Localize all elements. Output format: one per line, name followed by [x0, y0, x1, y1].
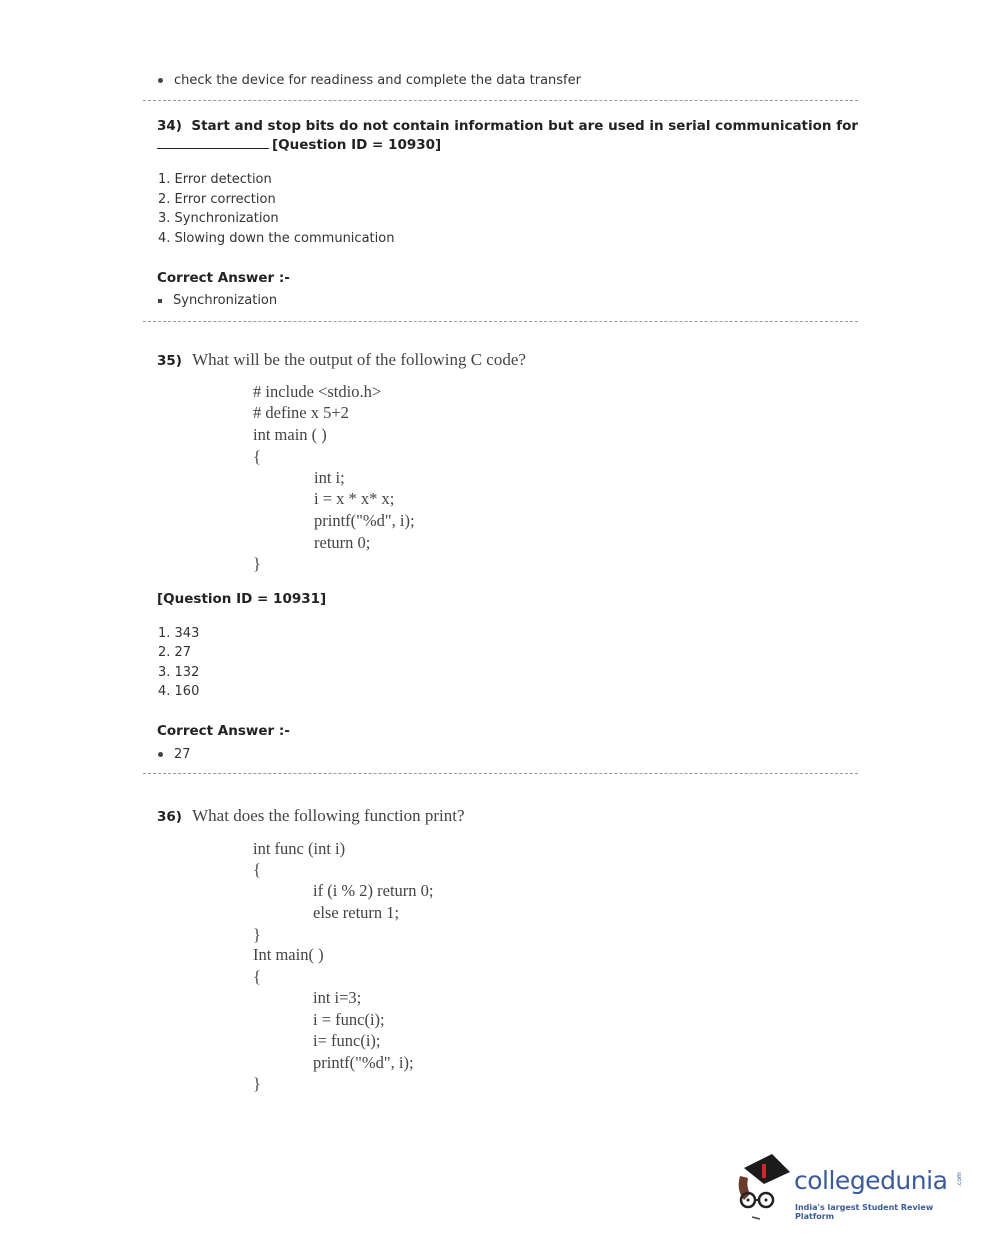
question-number: 35) — [157, 353, 182, 369]
option: 2. Error correction — [158, 192, 276, 207]
option: 4. 160 — [158, 684, 200, 699]
logo-brand: collegedunia — [794, 1166, 948, 1195]
collegedunia-logo — [734, 1150, 964, 1225]
previous-answer-text: check the device for readiness and complete the data transfer — [174, 73, 581, 88]
code-line: else return 1; — [313, 903, 400, 922]
mascot-icon — [734, 1150, 794, 1225]
correct-answer-label: Correct Answer :- — [157, 270, 290, 286]
divider — [143, 773, 858, 774]
correct-answer — [158, 294, 277, 307]
code-line: { — [253, 860, 261, 879]
bullet-icon — [158, 78, 163, 83]
code-line: printf("%d", i); — [313, 1053, 414, 1072]
code-line: int func (int i) — [253, 839, 346, 858]
code-line: int i=3; — [313, 988, 362, 1007]
correct-answer-text: 27 — [174, 747, 191, 762]
bullet-icon — [158, 752, 163, 757]
option: 4. Slowing down the communication — [158, 231, 395, 246]
option: 3. 132 — [158, 665, 200, 680]
correct-answer-text: Synchronization — [173, 293, 278, 308]
code-line: } — [253, 554, 261, 573]
question-id: [Question ID = 10931] — [157, 591, 327, 607]
question-36 — [157, 807, 465, 825]
logo-suffix: .com — [955, 1172, 963, 1187]
code-line: if (i % 2) return 0; — [313, 881, 434, 900]
option: 3. Synchronization — [158, 211, 279, 226]
logo-tagline: India's largest Student Review Platform — [795, 1203, 934, 1221]
question-number: 34) — [157, 118, 182, 134]
bullet-icon — [158, 299, 162, 303]
option: 1. 343 — [158, 626, 200, 641]
question-id: [Question ID = 10930] — [272, 137, 442, 153]
fill-blank — [157, 148, 269, 149]
question-35 — [157, 351, 526, 369]
code-line: int main ( ) — [253, 425, 327, 444]
code-line: int i; — [314, 468, 345, 487]
code-line: { — [253, 447, 261, 466]
code-line: i= func(i); — [313, 1031, 381, 1050]
code-line: } — [253, 925, 261, 944]
divider — [143, 321, 858, 322]
question-number: 36) — [157, 809, 182, 825]
code-line: i = x * x* x; — [314, 489, 395, 508]
code-line: } — [253, 1074, 261, 1093]
code-line: i = func(i); — [313, 1010, 385, 1029]
code-line: printf("%d", i); — [314, 511, 415, 530]
correct-answer — [158, 748, 191, 761]
option: 2. 27 — [158, 645, 192, 660]
divider — [143, 100, 858, 101]
question-text: What will be the output of the following C code? — [192, 350, 526, 369]
code-line: return 0; — [314, 533, 371, 552]
code-line: # include <stdio.h> — [253, 382, 382, 401]
previous-answer — [158, 74, 581, 87]
question-text: What does the following function print? — [192, 806, 465, 825]
code-line: # define x 5+2 — [253, 403, 349, 422]
code-line: { — [253, 967, 261, 986]
question-text: Start and stop bits do not contain information but are used in serial communication for — [191, 118, 859, 134]
code-line: Int main( ) — [253, 945, 324, 964]
option: 1. Error detection — [158, 172, 272, 187]
correct-answer-label: Correct Answer :- — [157, 723, 290, 739]
question-34-id — [157, 139, 441, 153]
question-34 — [157, 120, 858, 134]
